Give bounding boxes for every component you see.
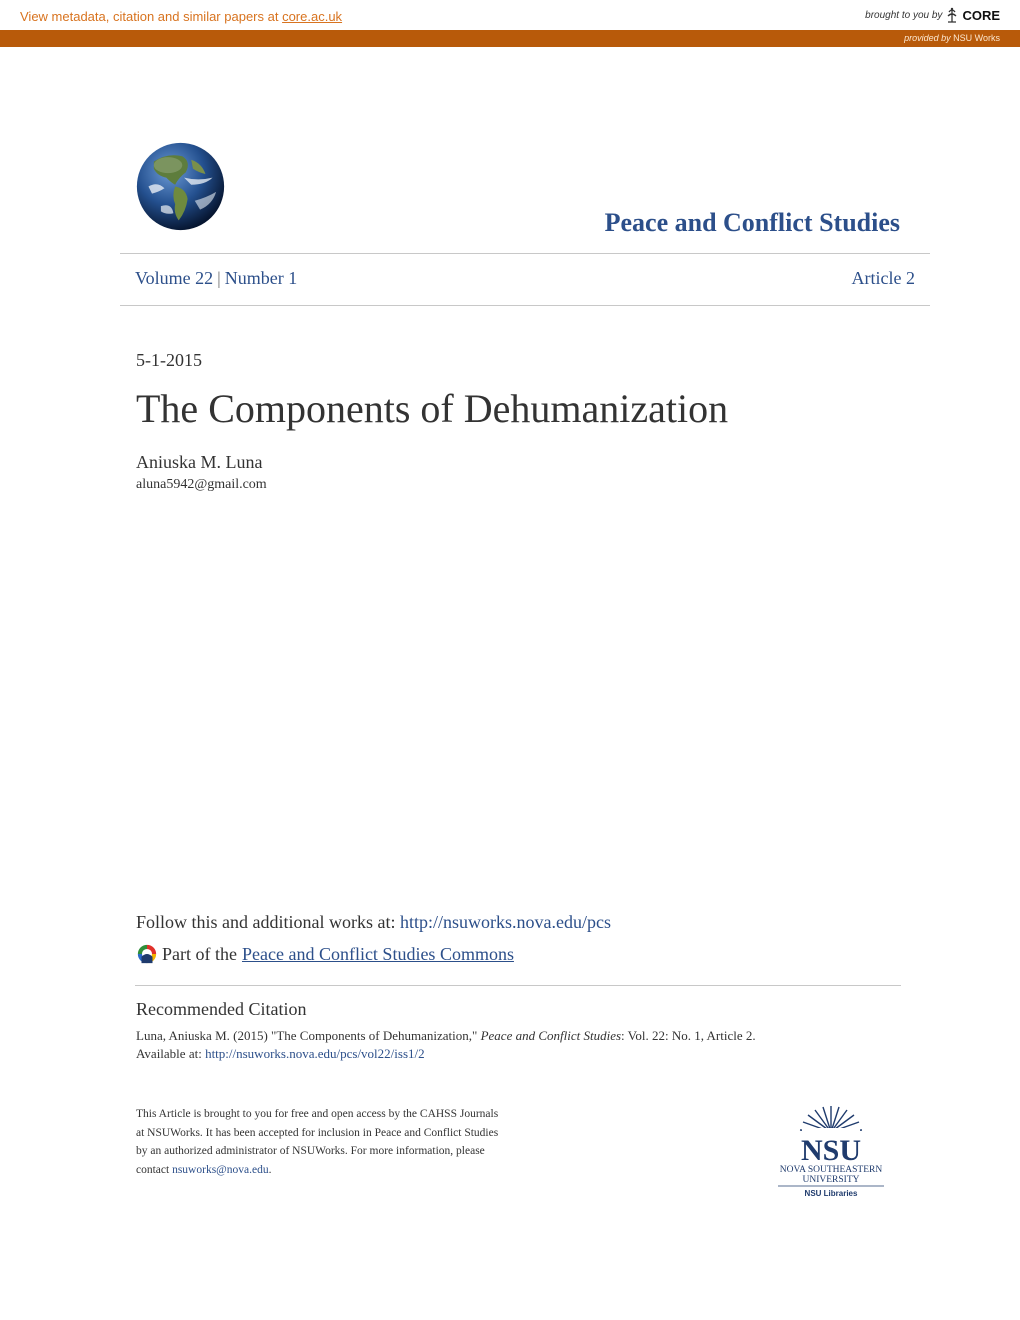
nsu-libraries-logo — [772, 1102, 890, 1200]
nsu-libraries: NSU Libraries — [804, 1189, 858, 1198]
notice-end: . — [268, 1163, 272, 1176]
citation-heading: Recommended Citation — [136, 999, 307, 1019]
citation-rule — [135, 985, 901, 986]
citation-line1: Luna, Aniuska M. (2015) "The Components of Dehumanization," — [136, 1028, 481, 1043]
publication-date: 5-1-2015 — [136, 350, 202, 370]
commons-network-icon — [136, 943, 158, 965]
available-prefix: Available at: — [136, 1046, 206, 1061]
author-email: aluna5942@gmail.com — [136, 477, 267, 492]
citation-journal: Peace and Conflict Studies — [480, 1028, 622, 1043]
part-of-prefix: Part of the — [162, 943, 237, 964]
follow-works — [136, 912, 611, 933]
commons-link[interactable]: Peace and Conflict Studies Commons — [241, 943, 514, 964]
header-rule-bottom — [120, 305, 930, 306]
nsu-acronym: NSU — [800, 1134, 862, 1167]
core-view-metadata — [20, 9, 342, 24]
article-title: The Components of Dehumanization — [136, 386, 729, 431]
article-link[interactable]: Article 2 — [851, 268, 915, 288]
follow-prefix: Follow this and additional works at: — [136, 912, 400, 932]
citation-vol: : Vol. 22: No. 1, Article 2. — [621, 1028, 756, 1043]
view-metadata-text: View metadata, citation and similar papers at — [20, 9, 283, 24]
contact-email-link[interactable]: nsuworks@nova.edu — [172, 1163, 269, 1176]
access-notice — [136, 1105, 506, 1179]
provided-by — [904, 33, 1000, 43]
citation-available — [136, 1045, 756, 1063]
citation-text — [136, 1027, 756, 1063]
issue-info — [135, 268, 915, 289]
available-link[interactable]: http://nsuworks.nova.edu/pcs/vol22/iss1/2 — [205, 1046, 425, 1061]
number-link[interactable]: Number 1 — [224, 268, 298, 288]
core-brought-by — [865, 7, 1000, 23]
part-of-commons — [136, 943, 514, 965]
author-name: Aniuska M. Luna — [136, 452, 263, 472]
follow-link[interactable]: http://nsuworks.nova.edu/pcs — [399, 912, 611, 932]
nsu-name-line2: UNIVERSITY — [802, 1175, 860, 1185]
core-logo-icon — [946, 7, 958, 23]
core-banner — [0, 0, 1020, 30]
header-rule-top — [120, 253, 930, 254]
volume-link[interactable]: Volume 22 — [135, 268, 214, 288]
core-label[interactable]: CORE — [962, 7, 1000, 23]
volume-separator: | — [217, 268, 221, 288]
globe-icon — [136, 142, 225, 231]
journal-title[interactable]: Peace and Conflict Studies — [604, 208, 900, 237]
brought-by-text: brought to you by — [865, 9, 943, 21]
core-link[interactable]: core.ac.uk — [282, 9, 343, 24]
notice-text: This Article is brought to you for free and open access by the CAHSS Journals at NSUWorks. It has been accepted for inclusion in Peace and Conflict Studies by an authorized administrator of NSUWorks. For more information, please contact — [136, 1108, 499, 1176]
core-provided-bar — [0, 30, 1020, 47]
provided-by-text: provided by — [904, 33, 951, 43]
nsu-name-line1: NOVA SOUTHEASTERN — [779, 1165, 883, 1175]
provider-name[interactable]: NSU Works — [953, 33, 1000, 43]
citation-line — [136, 1027, 756, 1045]
